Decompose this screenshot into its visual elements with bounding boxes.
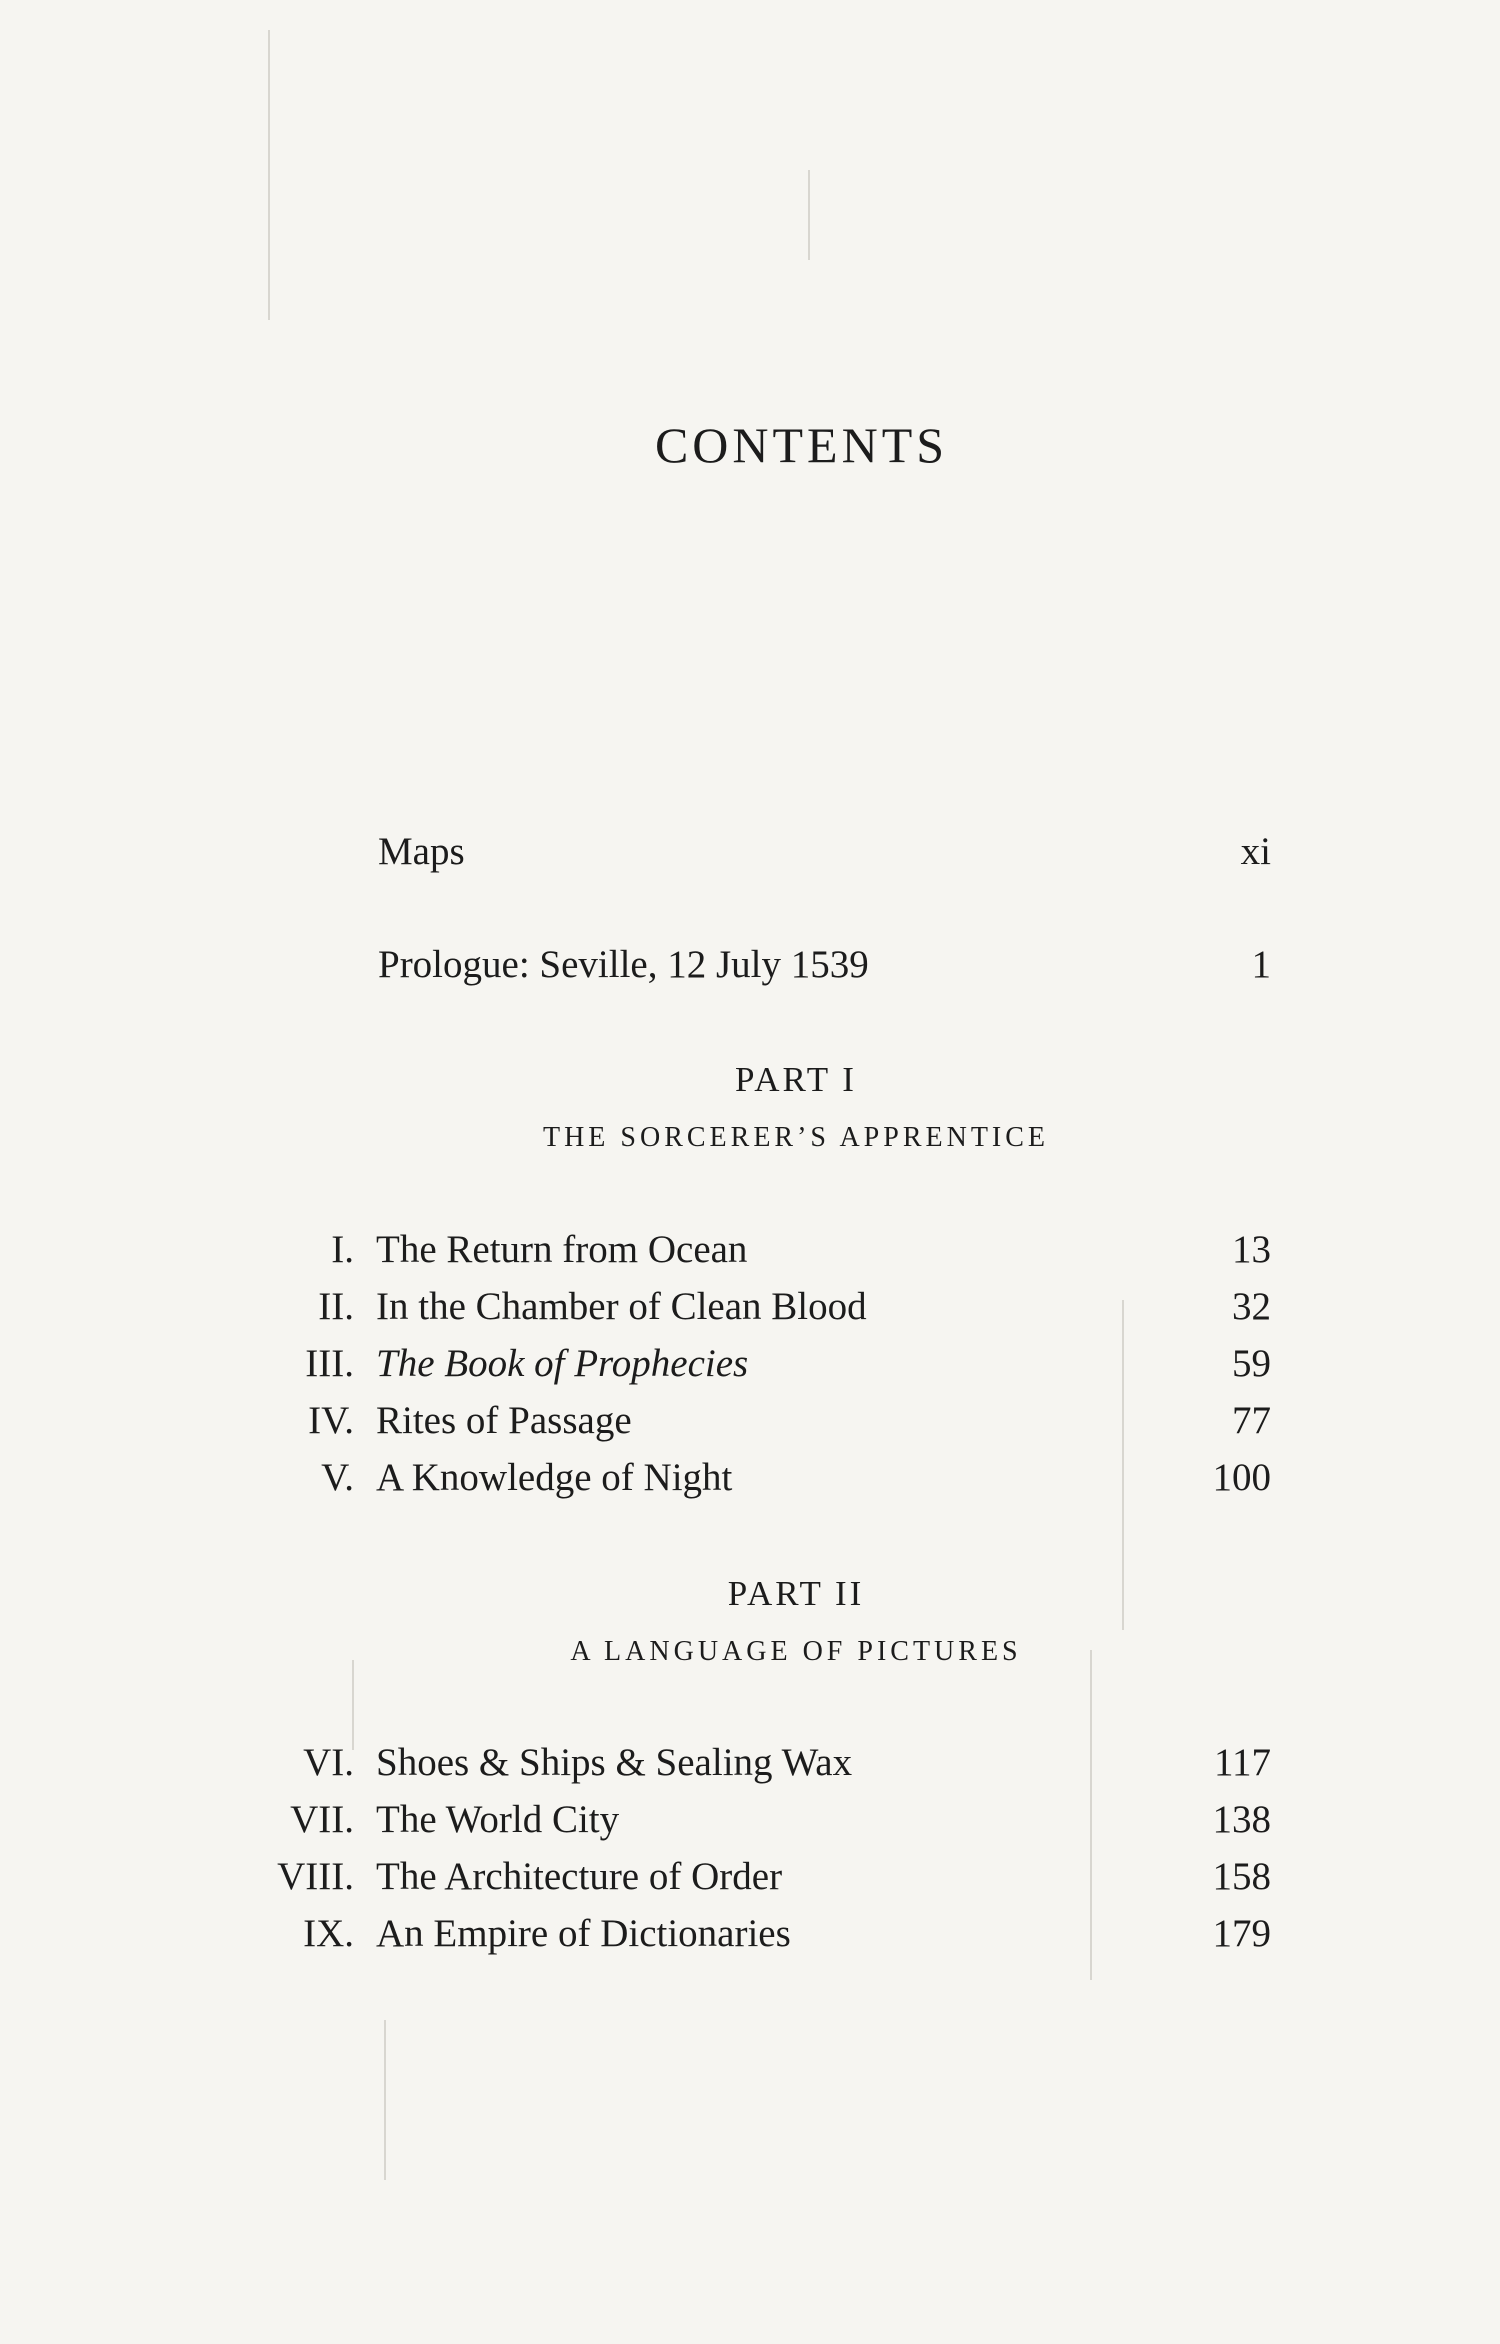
chapter-numeral: VI. (303, 1741, 354, 1784)
chapter-page-number: 138 (1212, 1798, 1271, 1841)
chapter-title: In the Chamber of Clean Blood (376, 1285, 867, 1328)
toc-chapter-entry[interactable] (0, 1857, 1500, 1903)
part-subtitle: A LANGUAGE OF PICTURES (570, 1636, 1022, 1667)
toc-chapter-entry[interactable] (0, 1800, 1500, 1846)
chapter-page-number: 59 (1232, 1342, 1271, 1385)
chapter-page-number: 117 (1213, 1741, 1271, 1784)
chapter-numeral: V. (321, 1456, 354, 1499)
chapter-page-number: 179 (1212, 1912, 1271, 1955)
scan-artifact (352, 1660, 354, 1750)
chapter-title: The Book of Prophecies (376, 1342, 749, 1385)
chapter-title: Rites of Passage (376, 1399, 632, 1442)
entry-title: Maps (378, 830, 465, 873)
part-heading: PART I (735, 1060, 857, 1099)
chapter-title: A Knowledge of Night (376, 1456, 733, 1499)
chapter-numeral: III. (305, 1342, 354, 1385)
chapter-page-number: 100 (1212, 1456, 1271, 1499)
chapter-numeral: I. (331, 1228, 354, 1271)
page-title: CONTENTS (654, 417, 949, 473)
part-heading: PART II (727, 1574, 865, 1613)
chapter-title: The World City (376, 1798, 620, 1841)
chapter-numeral: II. (318, 1285, 354, 1328)
chapter-page-number: 32 (1232, 1285, 1271, 1328)
toc-chapter-entry[interactable] (0, 1230, 1500, 1276)
entry-page-number: 1 (1251, 943, 1271, 986)
chapter-numeral: IV. (308, 1399, 354, 1442)
chapter-page-number: 158 (1212, 1855, 1271, 1898)
chapter-title: An Empire of Dictionaries (376, 1912, 791, 1955)
toc-chapter-entry[interactable] (0, 1743, 1500, 1789)
toc-chapter-entry[interactable] (0, 1344, 1500, 1390)
chapter-numeral: VII. (290, 1798, 354, 1841)
scan-artifact (268, 30, 270, 320)
entry-page-number: xi (1240, 830, 1271, 873)
chapter-title: Shoes & Ships & Sealing Wax (376, 1741, 853, 1784)
chapter-page-number: 13 (1232, 1228, 1271, 1271)
entry-title: Prologue: Seville, 12 July 1539 (378, 943, 869, 986)
chapter-title: The Architecture of Order (376, 1855, 783, 1898)
toc-chapter-entry[interactable] (0, 1458, 1500, 1504)
part-subtitle: THE SORCERER’S APPRENTICE (542, 1122, 1050, 1153)
chapter-numeral: IX. (303, 1912, 354, 1955)
toc-chapter-entry[interactable] (0, 1287, 1500, 1333)
toc-chapter-entry[interactable] (0, 1914, 1500, 1960)
scan-artifact (808, 170, 810, 260)
chapter-numeral: VIII. (277, 1855, 354, 1898)
scan-artifact (384, 2020, 386, 2180)
chapter-title: The Return from Ocean (376, 1228, 748, 1271)
chapter-page-number: 77 (1232, 1399, 1271, 1442)
toc-chapter-entry[interactable] (0, 1401, 1500, 1447)
